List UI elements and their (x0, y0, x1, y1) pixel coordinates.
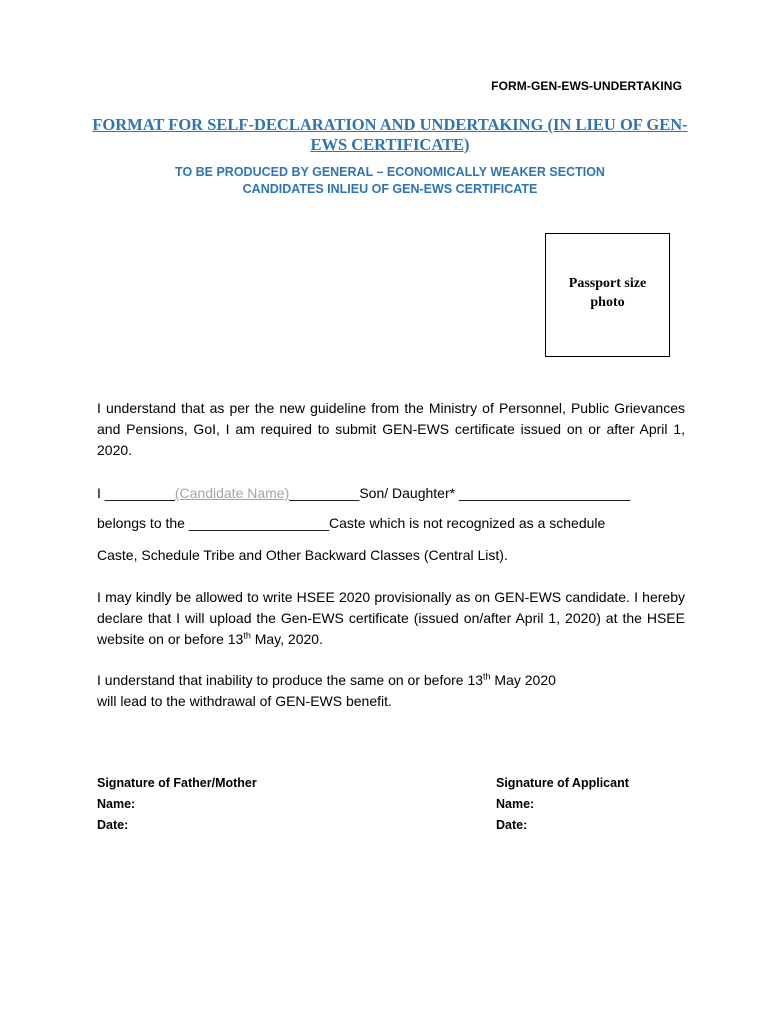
para4-text-a: I understand that inability to produce the same on or before 13 (97, 672, 484, 688)
passport-photo-label: Passport size photo (568, 276, 647, 310)
para4-text-c: will lead to the withdrawal of GEN-EWS benefit. (97, 693, 392, 709)
candidate-name-line (97, 483, 697, 504)
passport-photo-box (545, 233, 670, 357)
signature-applicant-date-label: Date: (496, 818, 528, 832)
declaration-paragraph-3 (97, 587, 685, 650)
declaration-paragraph-1: I understand that as per the new guideline from the Ministry of Personnel, Public Grievances and Pensions, GoI, I am required to submit GEN-EWS certificate issued on or after April 1, 2020. (97, 400, 685, 458)
caste-categories-line: Caste, Schedule Tribe and Other Backward Classes (Central List). (97, 547, 508, 563)
declaration-paragraph-4 (97, 670, 685, 712)
parent-name-blank: ______________________ (458, 485, 631, 501)
signature-parent-name-label: Name: (97, 797, 136, 811)
document-title: FORMAT FOR SELF-DECLARATION AND UNDERTAKING (IN LIEU OF GEN-EWS CERTIFICATE) (92, 115, 688, 154)
caste-line-prefix: belongs to the (97, 515, 189, 531)
caste-line-suffix: Caste which is not recognized as a schedule (329, 515, 606, 531)
document-subtitle (90, 164, 690, 198)
signature-applicant-heading: Signature of Applicant (496, 776, 629, 790)
candidate-name-blank-after: _________ (289, 485, 360, 501)
candidate-name-placeholder: (Candidate Name) (174, 485, 290, 501)
signature-parent-heading: Signature of Father/Mother (97, 776, 257, 790)
para3-text-b: May, 2020. (250, 631, 323, 647)
subtitle-line-1: TO BE PRODUCED BY GENERAL – ECONOMICALLY WEAKER SECTION (175, 165, 605, 179)
candidate-name-blank-before: _________ (104, 485, 175, 501)
caste-blank: __________________ (188, 515, 330, 531)
subtitle-line-2: CANDIDATES INLIEU OF GEN-EWS CERTIFICATE (242, 182, 538, 196)
signature-applicant-block (496, 773, 629, 836)
para3-text-a: I may kindly be allowed to write HSEE 2020 provisionally as on GEN-EWS candidate. I hereby declare that I will upload the Gen-EWS certificate (issued on/after April 1, 2020) at the HSEE website on or before 13 (97, 589, 685, 647)
son-daughter-label: Son/ Daughter* (359, 485, 459, 501)
para4-superscript: th (483, 671, 491, 682)
para4-text-b: May 2020 (490, 672, 556, 688)
signature-parent-date-label: Date: (97, 818, 129, 832)
para3-superscript: th (243, 630, 251, 641)
caste-line (97, 513, 697, 534)
form-code: FORM-GEN-EWS-UNDERTAKING (491, 79, 682, 93)
line1-prefix: I (97, 485, 105, 501)
signature-applicant-name-label: Name: (496, 797, 535, 811)
signature-parent-block (97, 773, 257, 836)
